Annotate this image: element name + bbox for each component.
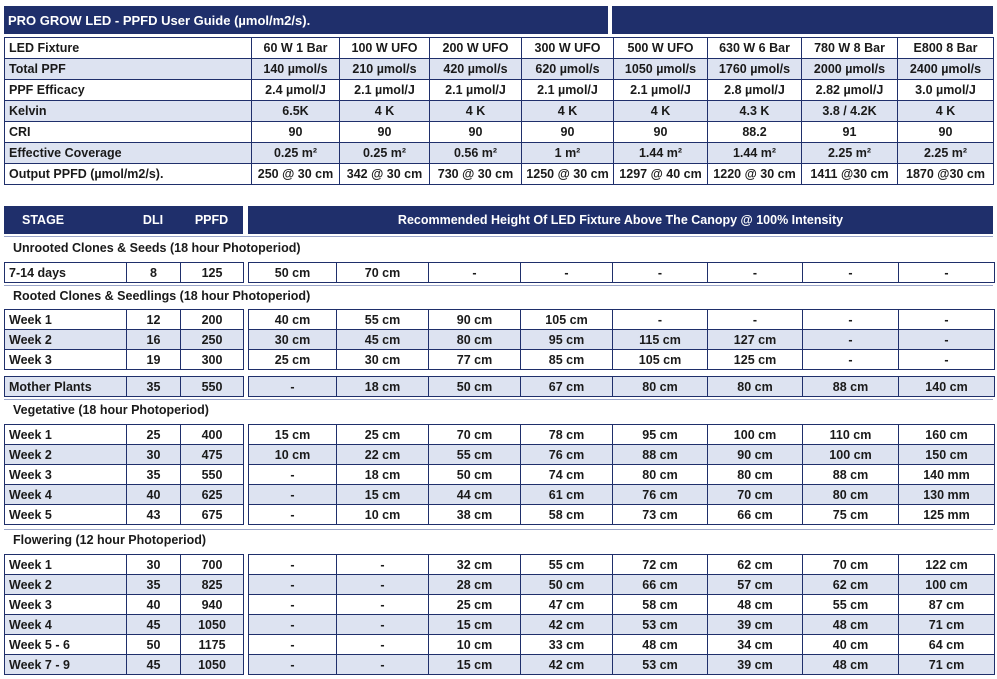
spec-cell: 342 @ 30 cm xyxy=(340,164,430,185)
spec-cell: 90 xyxy=(252,122,340,143)
spec-cell: 4 K xyxy=(898,101,994,122)
spec-cell: 2.1 µmol/J xyxy=(430,80,522,101)
height-cell: 66 cm xyxy=(613,575,708,595)
spec-cell: 0.25 m² xyxy=(252,143,340,164)
height-cell: 80 cm xyxy=(429,330,521,350)
height-cell: 76 cm xyxy=(613,485,708,505)
table-row xyxy=(5,555,995,575)
spec-cell: 300 W UFO xyxy=(522,38,614,59)
dli-cell: 43 xyxy=(127,505,181,525)
height-cell: 48 cm xyxy=(803,615,899,635)
height-cell: - xyxy=(429,263,521,283)
table-row xyxy=(5,595,995,615)
height-cell: 74 cm xyxy=(521,465,613,485)
height-cell: - xyxy=(899,310,995,330)
stage-cell: Week 2 xyxy=(5,330,127,350)
height-cell: - xyxy=(337,635,429,655)
height-cell: 64 cm xyxy=(899,635,995,655)
height-cell: 30 cm xyxy=(337,350,429,370)
rooted-section-title: Rooted Clones & Seedlings (18 hour Photoperiod) xyxy=(13,289,311,303)
spec-cell: 420 µmol/s xyxy=(430,59,522,80)
height-cell: 100 cm xyxy=(899,575,995,595)
height-table xyxy=(4,376,995,397)
spec-cell: 3.0 µmol/J xyxy=(898,80,994,101)
height-cell: 76 cm xyxy=(521,445,613,465)
stage-cell: Week 2 xyxy=(5,575,127,595)
ppfd-cell: 1050 xyxy=(181,655,244,675)
table-row xyxy=(5,330,995,350)
height-cell: - xyxy=(899,350,995,370)
recommendation-header xyxy=(4,206,993,234)
height-cell: 80 cm xyxy=(708,465,803,485)
spec-cell: 630 W 6 Bar xyxy=(708,38,802,59)
height-cell: 50 cm xyxy=(429,465,521,485)
height-cell: 125 mm xyxy=(899,505,995,525)
dli-header: DLI xyxy=(126,206,180,234)
height-cell: 75 cm xyxy=(803,505,899,525)
stage-cell: Week 3 xyxy=(5,350,127,370)
height-cell: 50 cm xyxy=(521,575,613,595)
height-cell: 90 cm xyxy=(708,445,803,465)
height-cell: 39 cm xyxy=(708,655,803,675)
height-cell: 25 cm xyxy=(249,350,337,370)
spec-cell: 140 µmol/s xyxy=(252,59,340,80)
dli-cell: 16 xyxy=(127,330,181,350)
height-cell: 50 cm xyxy=(249,263,337,283)
height-cell: 105 cm xyxy=(521,310,613,330)
spec-cell: 2.25 m² xyxy=(898,143,994,164)
spec-cell: 500 W UFO xyxy=(614,38,708,59)
height-cell: 15 cm xyxy=(429,655,521,675)
spec-cell: 100 W UFO xyxy=(340,38,430,59)
table-row xyxy=(5,263,995,283)
height-cell: - xyxy=(899,263,995,283)
height-cell: 80 cm xyxy=(708,377,803,397)
height-cell: 18 cm xyxy=(337,377,429,397)
spec-row xyxy=(5,59,994,80)
dli-cell: 45 xyxy=(127,615,181,635)
spec-cell: 2400 µmol/s xyxy=(898,59,994,80)
spec-row-label: PPF Efficacy xyxy=(5,80,252,101)
table-row xyxy=(5,425,995,445)
dli-cell: 30 xyxy=(127,555,181,575)
dli-cell: 12 xyxy=(127,310,181,330)
spec-cell: 90 xyxy=(430,122,522,143)
height-cell: 85 cm xyxy=(521,350,613,370)
dli-cell: 35 xyxy=(127,377,181,397)
spec-cell: 90 xyxy=(614,122,708,143)
height-cell: 50 cm xyxy=(429,377,521,397)
height-cell: - xyxy=(613,263,708,283)
stage-cell: Mother Plants xyxy=(5,377,127,397)
spec-row xyxy=(5,122,994,143)
height-cell: 28 cm xyxy=(429,575,521,595)
ppfd-cell: 675 xyxy=(181,505,244,525)
height-cell: 25 cm xyxy=(429,595,521,615)
ppfd-cell: 300 xyxy=(181,350,244,370)
stage-cell: Week 4 xyxy=(5,485,127,505)
height-cell: 77 cm xyxy=(429,350,521,370)
height-cell: - xyxy=(708,263,803,283)
height-cell: 10 cm xyxy=(429,635,521,655)
ppfd-cell: 940 xyxy=(181,595,244,615)
height-cell: - xyxy=(521,263,613,283)
height-cell: 57 cm xyxy=(708,575,803,595)
spec-cell: 2.4 µmol/J xyxy=(252,80,340,101)
table-row xyxy=(5,615,995,635)
spec-cell: 90 xyxy=(898,122,994,143)
height-cell: 33 cm xyxy=(521,635,613,655)
unrooted-section-title: Unrooted Clones & Seeds (18 hour Photoperiod) xyxy=(13,241,301,255)
spec-table-title xyxy=(4,6,993,34)
ppfd-header: PPFD xyxy=(180,206,243,234)
height-cell: 127 cm xyxy=(708,330,803,350)
spec-cell: 250 @ 30 cm xyxy=(252,164,340,185)
height-cell: - xyxy=(249,485,337,505)
height-cell: 39 cm xyxy=(708,615,803,635)
height-cell: 15 cm xyxy=(249,425,337,445)
spec-row-label: Total PPF xyxy=(5,59,252,80)
height-cell: - xyxy=(708,310,803,330)
stage-cell: Week 2 xyxy=(5,445,127,465)
table-row xyxy=(5,377,995,397)
ppfd-cell: 250 xyxy=(181,330,244,350)
height-cell: 58 cm xyxy=(521,505,613,525)
height-cell: - xyxy=(249,505,337,525)
height-cell: 25 cm xyxy=(337,425,429,445)
stage-cell: Week 5 - 6 xyxy=(5,635,127,655)
height-cell: 45 cm xyxy=(337,330,429,350)
spec-cell: 620 µmol/s xyxy=(522,59,614,80)
spec-cell: 2.82 µmol/J xyxy=(802,80,898,101)
spec-cell: 90 xyxy=(340,122,430,143)
height-cell: 70 cm xyxy=(337,263,429,283)
height-cell: 95 cm xyxy=(521,330,613,350)
dli-cell: 50 xyxy=(127,635,181,655)
dli-cell: 19 xyxy=(127,350,181,370)
spec-cell: 4.3 K xyxy=(708,101,802,122)
height-cell: - xyxy=(249,575,337,595)
height-cell: 55 cm xyxy=(803,595,899,615)
height-cell: 88 cm xyxy=(803,465,899,485)
height-header: Recommended Height Of LED Fixture Above The Canopy @ 100% Intensity xyxy=(248,206,993,234)
height-cell: - xyxy=(803,330,899,350)
stage-cell: Week 5 xyxy=(5,505,127,525)
height-cell: 150 cm xyxy=(899,445,995,465)
height-cell: 105 cm xyxy=(613,350,708,370)
spec-cell: 2.1 µmol/J xyxy=(522,80,614,101)
flowering-section-title: Flowering (12 hour Photoperiod) xyxy=(13,533,207,547)
height-cell: - xyxy=(249,635,337,655)
height-cell: 34 cm xyxy=(708,635,803,655)
height-cell: 71 cm xyxy=(899,655,995,675)
table-row xyxy=(5,655,995,675)
spec-row-label: Kelvin xyxy=(5,101,252,122)
height-cell: 130 mm xyxy=(899,485,995,505)
spec-cell: 6.5K xyxy=(252,101,340,122)
height-cell: 61 cm xyxy=(521,485,613,505)
stage-cell: Week 3 xyxy=(5,595,127,615)
spec-row xyxy=(5,80,994,101)
stage-cell: Week 3 xyxy=(5,465,127,485)
spec-cell: 2.1 µmol/J xyxy=(340,80,430,101)
spec-cell: 2000 µmol/s xyxy=(802,59,898,80)
height-cell: 40 cm xyxy=(803,635,899,655)
height-cell: 100 cm xyxy=(708,425,803,445)
height-cell: 125 cm xyxy=(708,350,803,370)
dli-cell: 35 xyxy=(127,465,181,485)
height-cell: 48 cm xyxy=(803,655,899,675)
height-cell: 48 cm xyxy=(708,595,803,615)
table-row xyxy=(5,635,995,655)
height-cell: 22 cm xyxy=(337,445,429,465)
ppfd-cell: 625 xyxy=(181,485,244,505)
height-cell: 32 cm xyxy=(429,555,521,575)
stage-cell: Week 7 - 9 xyxy=(5,655,127,675)
height-cell: 100 cm xyxy=(803,445,899,465)
height-cell: - xyxy=(803,310,899,330)
spec-cell: 4 K xyxy=(522,101,614,122)
height-cell: 90 cm xyxy=(429,310,521,330)
height-cell: 48 cm xyxy=(613,635,708,655)
stage-cell: Week 1 xyxy=(5,310,127,330)
ppfd-cell: 400 xyxy=(181,425,244,445)
spec-row-label: CRI xyxy=(5,122,252,143)
height-cell: - xyxy=(249,377,337,397)
spec-row-label: Effective Coverage xyxy=(5,143,252,164)
spec-cell: 1 m² xyxy=(522,143,614,164)
height-cell: 70 cm xyxy=(803,555,899,575)
height-cell: 53 cm xyxy=(613,615,708,635)
spec-cell: 200 W UFO xyxy=(430,38,522,59)
height-cell: 10 cm xyxy=(337,505,429,525)
height-cell: 66 cm xyxy=(708,505,803,525)
stage-cell: Week 1 xyxy=(5,425,127,445)
table-row xyxy=(5,505,995,525)
height-table xyxy=(4,309,995,370)
height-cell: - xyxy=(249,655,337,675)
spec-cell: 1870 @30 cm xyxy=(898,164,994,185)
height-cell: - xyxy=(337,595,429,615)
height-table xyxy=(4,424,995,525)
stage-cell: Week 4 xyxy=(5,615,127,635)
height-cell: - xyxy=(613,310,708,330)
height-cell: 38 cm xyxy=(429,505,521,525)
height-cell: - xyxy=(249,595,337,615)
ppfd-cell: 550 xyxy=(181,377,244,397)
spec-cell: 91 xyxy=(802,122,898,143)
height-table xyxy=(4,262,995,283)
spec-cell: 1760 µmol/s xyxy=(708,59,802,80)
height-cell: - xyxy=(249,615,337,635)
height-cell: - xyxy=(337,615,429,635)
height-cell: - xyxy=(337,655,429,675)
spec-cell: 0.25 m² xyxy=(340,143,430,164)
height-cell: - xyxy=(803,350,899,370)
height-cell: 62 cm xyxy=(708,555,803,575)
height-cell: 140 mm xyxy=(899,465,995,485)
dli-cell: 35 xyxy=(127,575,181,595)
height-cell: 115 cm xyxy=(613,330,708,350)
height-cell: - xyxy=(337,575,429,595)
height-cell: 88 cm xyxy=(803,377,899,397)
spec-row xyxy=(5,101,994,122)
spec-cell: 0.56 m² xyxy=(430,143,522,164)
height-cell: 55 cm xyxy=(337,310,429,330)
height-cell: 58 cm xyxy=(613,595,708,615)
height-cell: 95 cm xyxy=(613,425,708,445)
height-cell: 44 cm xyxy=(429,485,521,505)
height-cell: 67 cm xyxy=(521,377,613,397)
dli-cell: 8 xyxy=(127,263,181,283)
spec-title-text: PRO GROW LED - PPFD User Guide (µmol/m2/s). xyxy=(8,12,311,28)
ppfd-cell: 1175 xyxy=(181,635,244,655)
spec-row-label: LED Fixture xyxy=(5,38,252,59)
spec-cell: 1050 µmol/s xyxy=(614,59,708,80)
height-cell: 70 cm xyxy=(429,425,521,445)
height-cell: 88 cm xyxy=(613,445,708,465)
height-cell: 55 cm xyxy=(521,555,613,575)
height-table xyxy=(4,554,995,675)
height-cell: 160 cm xyxy=(899,425,995,445)
height-cell: 80 cm xyxy=(613,465,708,485)
ppfd-cell: 700 xyxy=(181,555,244,575)
height-cell: 40 cm xyxy=(249,310,337,330)
spec-cell: 4 K xyxy=(614,101,708,122)
height-cell: 87 cm xyxy=(899,595,995,615)
spec-cell: 2.1 µmol/J xyxy=(614,80,708,101)
stage-cell: Week 1 xyxy=(5,555,127,575)
height-cell: 70 cm xyxy=(708,485,803,505)
spec-cell: 3.8 / 4.2K xyxy=(802,101,898,122)
height-cell: 53 cm xyxy=(613,655,708,675)
height-cell: 62 cm xyxy=(803,575,899,595)
height-cell: 47 cm xyxy=(521,595,613,615)
height-cell: 30 cm xyxy=(249,330,337,350)
dli-cell: 40 xyxy=(127,595,181,615)
table-row xyxy=(5,465,995,485)
table-row xyxy=(5,445,995,465)
height-cell: 42 cm xyxy=(521,615,613,635)
height-cell: 73 cm xyxy=(613,505,708,525)
spec-row xyxy=(5,164,994,185)
dli-cell: 25 xyxy=(127,425,181,445)
table-row xyxy=(5,485,995,505)
spec-cell: 4 K xyxy=(340,101,430,122)
spec-cell: 88.2 xyxy=(708,122,802,143)
spec-cell: 1250 @ 30 cm xyxy=(522,164,614,185)
spec-cell: 780 W 8 Bar xyxy=(802,38,898,59)
spec-cell: 4 K xyxy=(430,101,522,122)
height-cell: 71 cm xyxy=(899,615,995,635)
table-row xyxy=(5,575,995,595)
spec-cell: 90 xyxy=(522,122,614,143)
height-cell: 15 cm xyxy=(337,485,429,505)
stage-cell: 7-14 days xyxy=(5,263,127,283)
height-cell: 42 cm xyxy=(521,655,613,675)
ppfd-cell: 200 xyxy=(181,310,244,330)
spec-cell: 60 W 1 Bar xyxy=(252,38,340,59)
stage-header: STAGE xyxy=(4,206,126,234)
height-cell: - xyxy=(899,330,995,350)
height-cell: 78 cm xyxy=(521,425,613,445)
height-cell: 10 cm xyxy=(249,445,337,465)
spec-cell: 1411 @30 cm xyxy=(802,164,898,185)
ppfd-cell: 125 xyxy=(181,263,244,283)
height-cell: 80 cm xyxy=(803,485,899,505)
spec-cell: 210 µmol/s xyxy=(340,59,430,80)
height-cell: 80 cm xyxy=(613,377,708,397)
table-row xyxy=(5,310,995,330)
height-cell: - xyxy=(249,465,337,485)
vegetative-section-title: Vegetative (18 hour Photoperiod) xyxy=(13,403,209,417)
spec-cell: 2.8 µmol/J xyxy=(708,80,802,101)
dli-cell: 40 xyxy=(127,485,181,505)
spec-cell: 2.25 m² xyxy=(802,143,898,164)
height-cell: 18 cm xyxy=(337,465,429,485)
spec-row xyxy=(5,38,994,59)
height-cell: - xyxy=(803,263,899,283)
spec-cell: 730 @ 30 cm xyxy=(430,164,522,185)
ppfd-cell: 475 xyxy=(181,445,244,465)
spec-cell: E800 8 Bar xyxy=(898,38,994,59)
spec-row xyxy=(5,143,994,164)
spec-table xyxy=(4,37,994,185)
height-cell: 122 cm xyxy=(899,555,995,575)
ppfd-cell: 550 xyxy=(181,465,244,485)
height-cell: 110 cm xyxy=(803,425,899,445)
spec-cell: 1.44 m² xyxy=(708,143,802,164)
height-cell: - xyxy=(337,555,429,575)
spec-row-label: Output PPFD (µmol/m2/s). xyxy=(5,164,252,185)
dli-cell: 45 xyxy=(127,655,181,675)
table-row xyxy=(5,350,995,370)
spec-cell: 1220 @ 30 cm xyxy=(708,164,802,185)
height-cell: 55 cm xyxy=(429,445,521,465)
ppfd-cell: 825 xyxy=(181,575,244,595)
spec-cell: 1.44 m² xyxy=(614,143,708,164)
height-cell: 15 cm xyxy=(429,615,521,635)
height-cell: 72 cm xyxy=(613,555,708,575)
ppfd-cell: 1050 xyxy=(181,615,244,635)
height-cell: 140 cm xyxy=(899,377,995,397)
spec-cell: 1297 @ 40 cm xyxy=(614,164,708,185)
height-cell: - xyxy=(249,555,337,575)
dli-cell: 30 xyxy=(127,445,181,465)
